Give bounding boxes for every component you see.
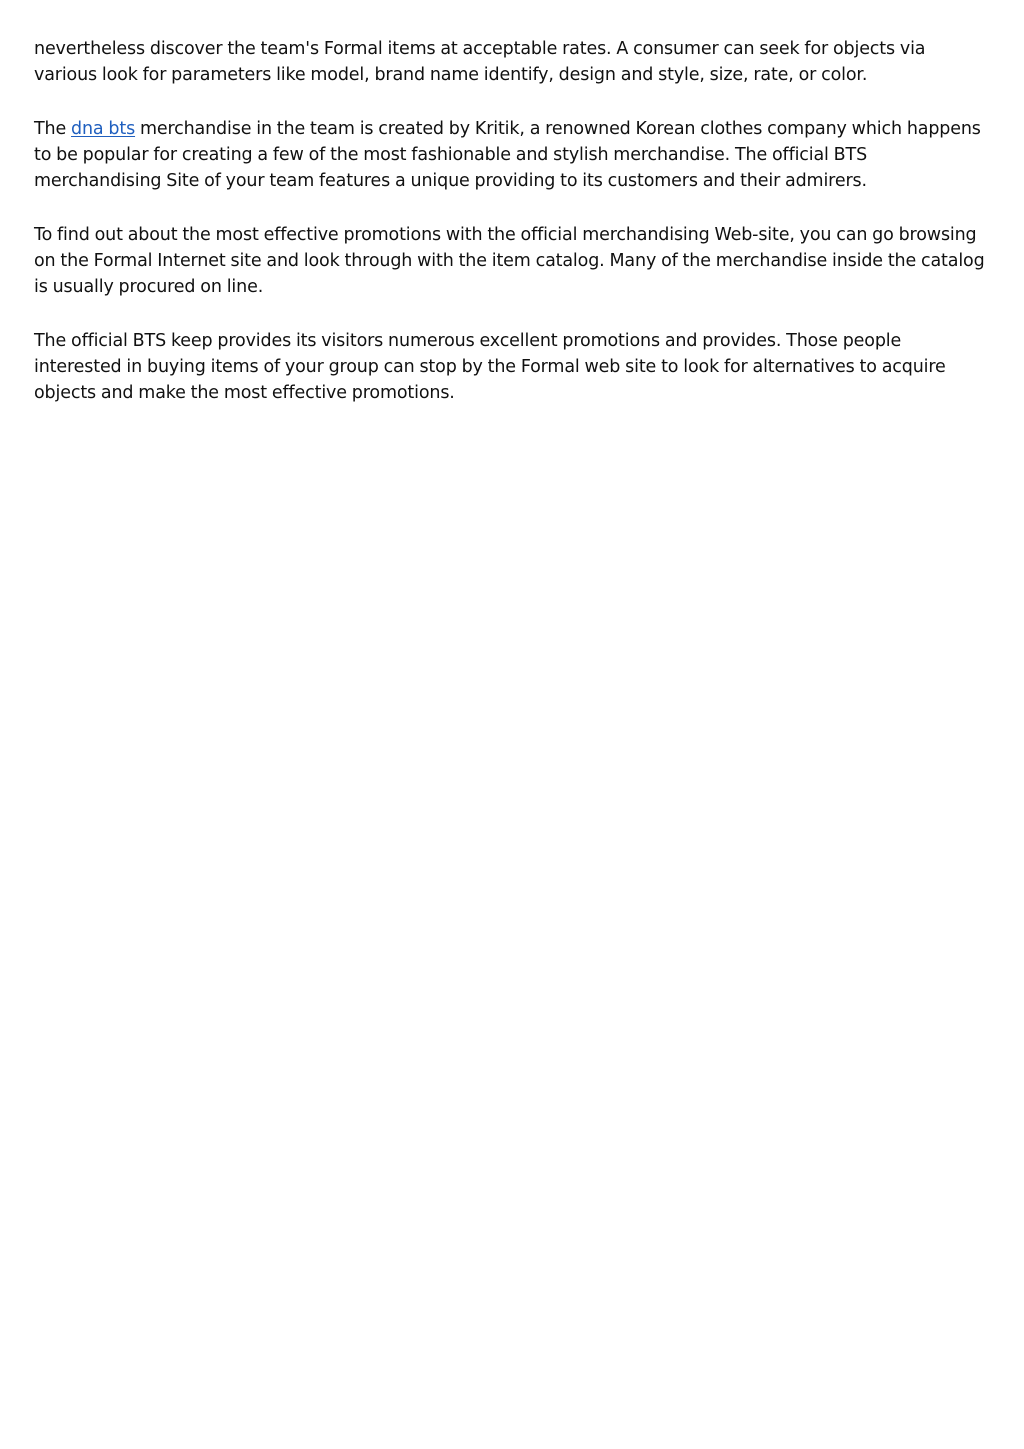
paragraph-2-lead: The (34, 119, 72, 139)
paragraph-1: nevertheless discover the team's Formal items at acceptable rates. A consumer can seek for objects via various look for parameters like model, brand name identify, design and style, size, rate, or color. (34, 39, 926, 85)
paragraph-4: The official BTS keep provides its visitors numerous excellent promotions and provides. Those people interested in buying items of your group can stop by the Formal web site to look for alternatives to acquire objects and make the most effective promotions. (34, 331, 946, 403)
paragraph-3: To find out about the most effective promotions with the official merchandising Web-site, you can go browsing on the Formal Internet site and look through with the item catalog. Many of the merchandise inside the catalog is usually procured on line. (34, 225, 985, 297)
paragraph-2-body: merchandise in the team is created by Kritik, a renowned Korean clothes company which happens to be popular for creating a few of the most fashionable and stylish merchandise. The official BTS merchandising Site of your team features a unique providing to its customers and their admirers. (34, 119, 981, 191)
paragraph-2 (34, 116, 992, 194)
dna-bts-link[interactable]: dna bts (71, 119, 136, 139)
document-body (34, 36, 992, 434)
